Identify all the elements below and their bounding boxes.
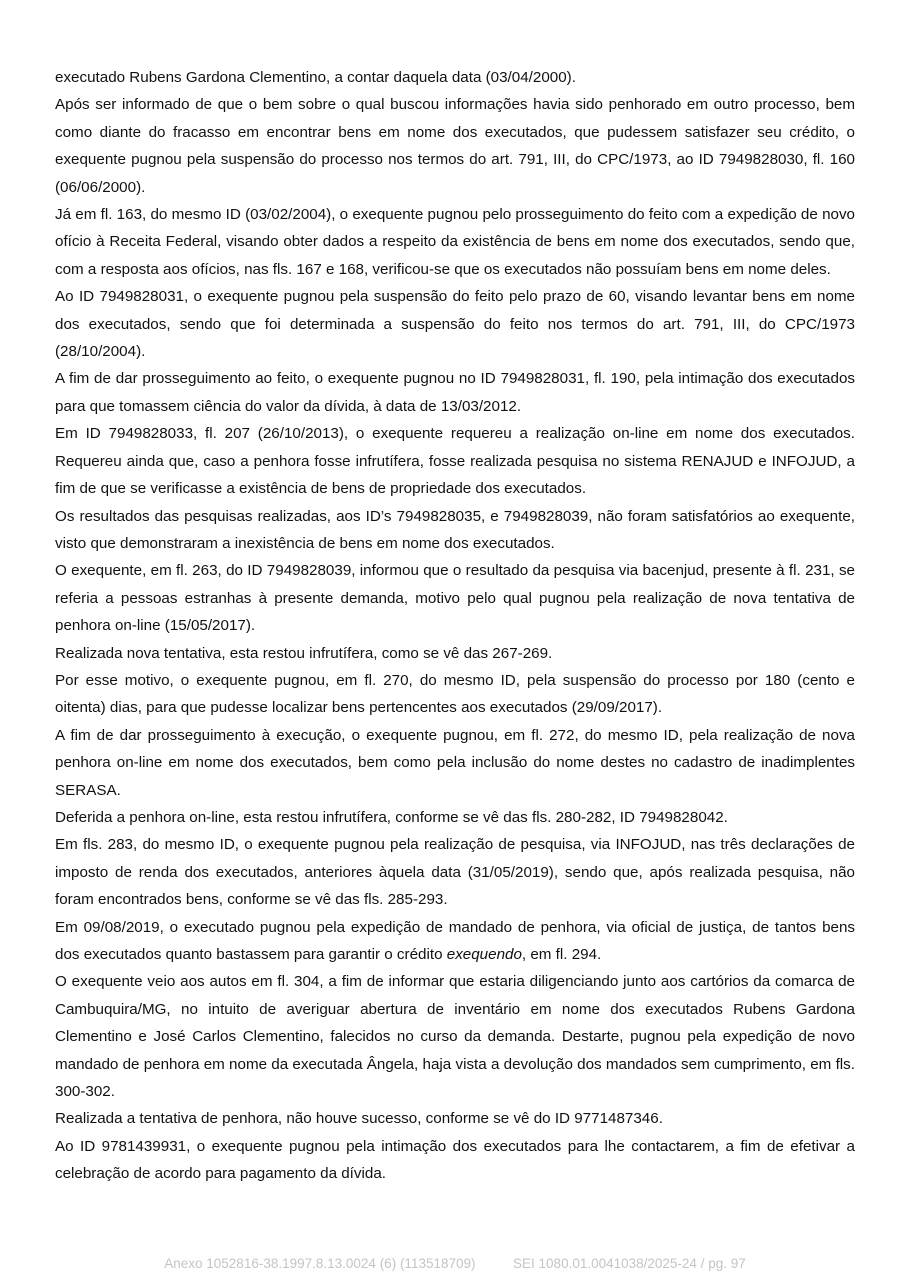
paragraph: Já em fl. 163, do mesmo ID (03/02/2004), o exequente pugnou pelo prosseguimento do feito com a expedição de novo ofício à Receita Federal, visando obter dados a respeito da existência de bens em nome dos executados, sendo que, com a resposta aos ofícios, nas fls. 167 e 168, verificou-se que os executados não possuíam bens em nome deles. [55, 206, 855, 278]
paragraph: Em ID 7949828033, fl. 207 (26/10/2013), o exequente requereu a realização on-line em nome dos executados. Requereu ainda que, caso a penhora fosse infrutífera, fosse realizada pesquisa no sistema RENAJUD e INFOJUD, a fim de que se verificasse a existência de bens de propriedade dos executados. [55, 425, 855, 498]
page-footer [0, 1256, 910, 1271]
paragraph: O exequente, em fl. 263, do ID 7949828039, informou que o resultado da pesquisa via bacenjud, presente à fl. 231, se referia a pessoas estranhas à presente demanda, motivo pelo qual pugnou pela realização de nova tentativa de penhora on-line (15/05/2017). [55, 562, 855, 635]
paragraph: Ao ID 9781439931, o exequente pugnou pela intimação dos executados para lhe contactarem, a fim de efetivar a celebração de acordo para pagamento da dívida. [55, 1137, 855, 1183]
paragraph: Deferida a penhora on-line, esta restou infrutífera, conforme se vê das fls. 280-282, ID 7949828042. [55, 808, 728, 826]
paragraph: Realizada nova tentativa, esta restou infrutífera, como se vê das 267-269. [55, 644, 553, 662]
paragraph: Realizada a tentativa de penhora, não houve sucesso, conforme se vê do ID 9771487346. [55, 1110, 663, 1128]
paragraph: A fim de dar prosseguimento ao feito, o exequente pugnou no ID 7949828031, fl. 190, pela intimação dos executados para que tomassem ciência do valor da dívida, à data de 13/03/2012. [55, 370, 855, 415]
paragraph: Ao ID 7949828031, o exequente pugnou pela suspensão do feito pelo prazo de 60, visando levantar bens em nome dos executados, sendo que foi determinada a suspensão do feito nos termos do art. 791, III, do CPC/1973 (28/10/2004). [55, 288, 855, 361]
paragraph: Em fls. 283, do mesmo ID, o exequente pugnou pela realização de pesquisa, via INFOJUD, nas três declarações de imposto de renda dos executados, anteriores àquela data (31/05/2019), sendo que, após realizada pesquisa, não foram encontrados bens, conforme se vê das fls. 285-293. [55, 836, 855, 909]
paragraph: executado Rubens Gardona Clementino, a contar daquela data (03/04/2000). [55, 69, 576, 86]
paragraph: Após ser informado de que o bem sobre o qual buscou informações havia sido penhorado em outro processo, bem como diante do fracasso em encontrar bens em nome dos executados, que pudessem satisfazer seu crédito, o exequente pugnou pela suspensão do processo nos termos do art. 791, III, do CPC/1973, ao ID 7949828030, fl. 160 (06/06/2000). [55, 96, 855, 196]
document-body [55, 64, 855, 1188]
paragraph: Os resultados das pesquisas realizadas, aos ID’s 7949828035, e 7949828039, não foram satisfatórios ao exequente, visto que demonstraram a inexistência de bens em nome dos executados. [55, 507, 855, 552]
italic-term: exequendo [446, 946, 522, 963]
paragraph-exequendo [55, 914, 855, 969]
paragraph: O exequente veio aos autos em fl. 304, a fim de informar que estaria diligenciando junto aos cartórios da comarca de Cambuquira/MG, no intuito de averiguar abertura de inventário em nome dos executados Rubens Gardona Clementino e José Carlos Clementino, falecidos no curso da demanda. Destarte, pugnou pela expedição de novo mandado de penhora em nome da executada Ângela, haja vista a devolução dos mandados sem cumprimento, em fls. 300-302. [55, 973, 855, 1101]
paragraph: Por esse motivo, o exequente pugnou, em fl. 270, do mesmo ID, pela suspensão do processo por 180 (cento e oitenta) dias, para que pudesse localizar bens pertencentes aos executados (29/09/2017). [55, 671, 855, 717]
paragraph-text: Em 09/08/2019, o executado pugnou pela expedição de mandado de penhora, via oficial de justiça, de tantos bens dos executados quanto bastassem para garantir o crédito [55, 918, 855, 963]
paragraph: A fim de dar prosseguimento à execução, o exequente pugnou, em fl. 272, do mesmo ID, pela realização de nova penhora on-line em nome dos executados, bem como pela inclusão do nome destes no cadastro de inadimplentes SERASA. [55, 726, 855, 799]
paragraph-text: , em fl. 294. [521, 946, 602, 963]
footer-sei-page: SEI 1080.01.0041038/2025-24 / pg. 97 [513, 1256, 746, 1271]
footer-annex: Anexo 1052816-38.1997.8.13.0024 (6) (113518709) [164, 1256, 476, 1271]
